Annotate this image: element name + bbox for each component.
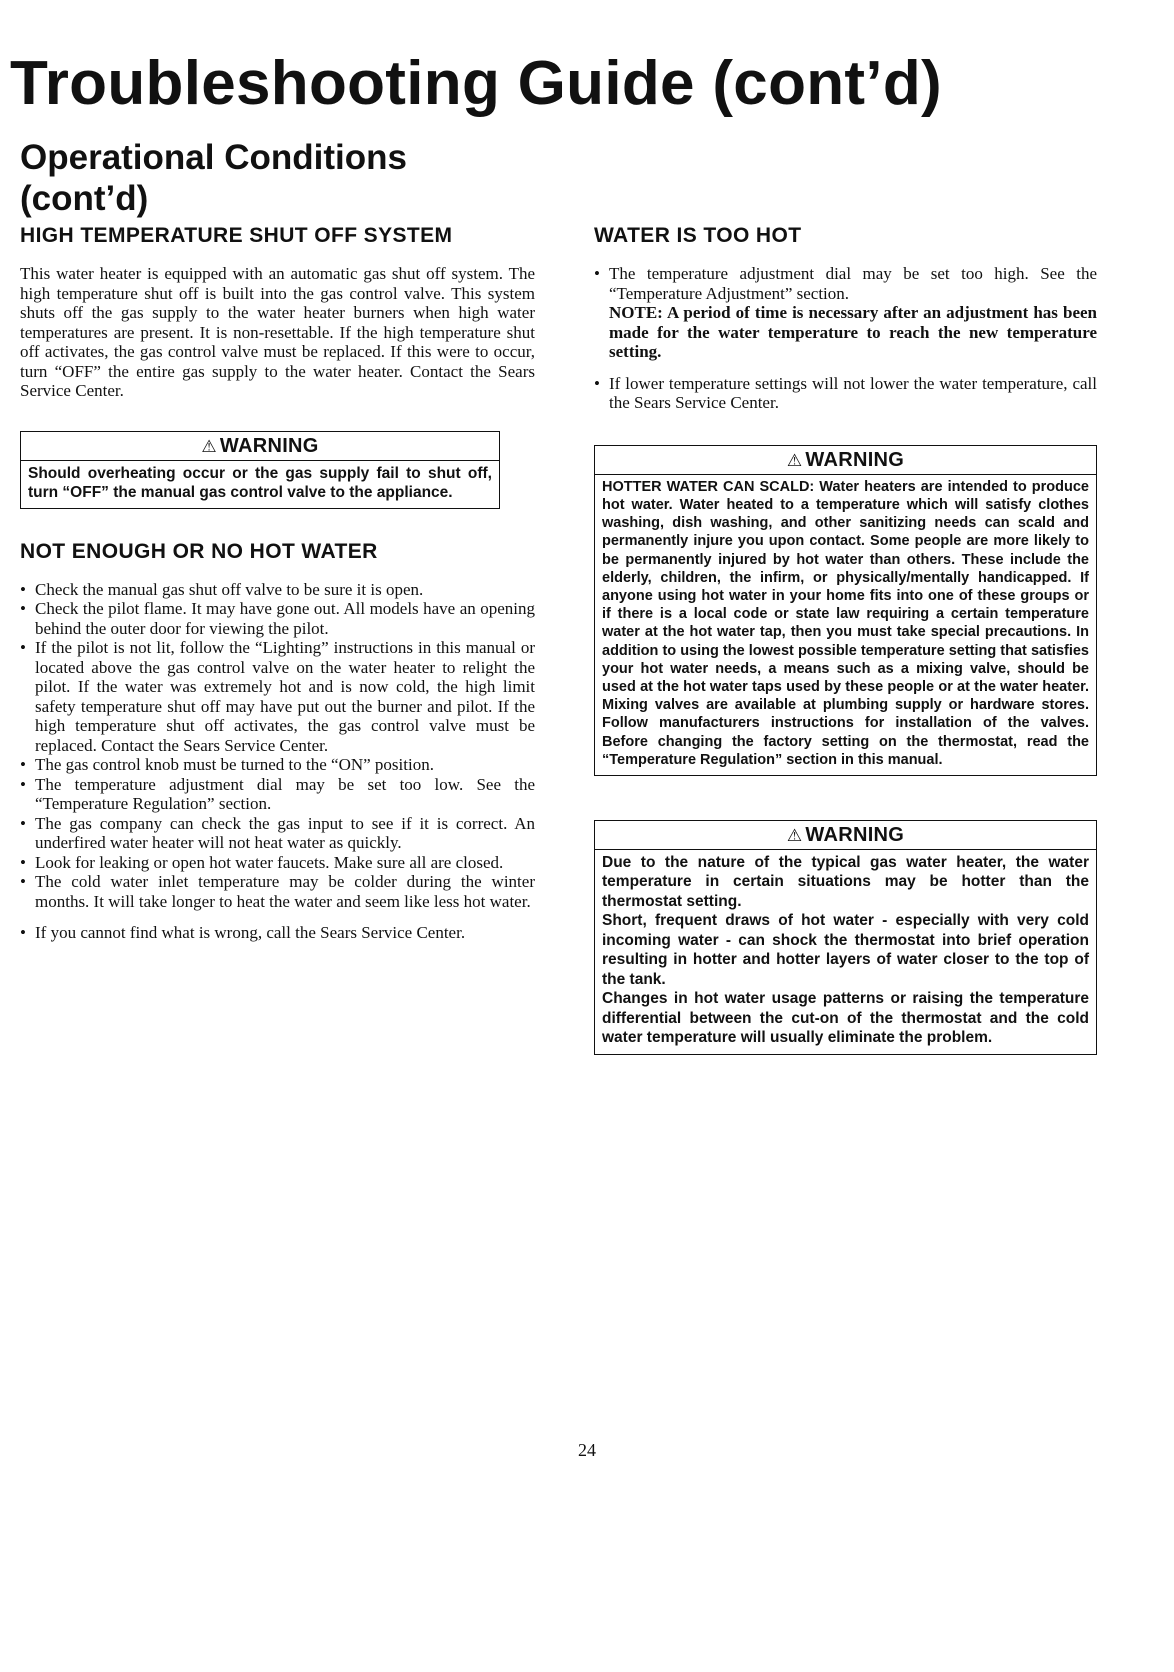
list-item: • If lower temperature settings will not lower the water temperature, call the Sears Service Center.	[594, 373, 1097, 413]
list-item: • Check the manual gas shut off valve to be sure it is open.	[20, 579, 424, 599]
warning-paragraph: Changes in hot water usage patterns or raising the temperature differential between the cut-on of the thermostat and the cold water temperature will usually eliminate the problem.	[602, 990, 1089, 1047]
list-item: • The temperature adjustment dial may be set too low. See the “Temperature Regulation” section.	[20, 774, 535, 814]
note-text: NOTE: A period of time is necessary after an adjustment has been made for the water temperature to reach the new temperature setting.	[609, 303, 1097, 362]
page-title: Troubleshooting Guide (cont’d)	[10, 49, 943, 118]
page-number: 24	[578, 1440, 596, 1460]
warning-triangle-icon: ⚠	[201, 436, 217, 456]
list-item: • The temperature adjustment dial may be set too high. See the “Temperature Adjustment” section. NOTE: A period of time is necessary after an adjustment has been made for the water temperature to reach the new temperature setting.	[594, 264, 1097, 362]
left-column	[20, 223, 535, 943]
right-column	[594, 223, 1097, 1055]
warning-body	[595, 475, 1096, 775]
warning-box-thermostat	[594, 820, 1097, 1055]
list-item: • If the pilot is not lit, follow the “Lighting” instructions in this manual or located above the gas control valve on the water heater to relight the pilot. If the water was extremely hot and is now cold, the high limit safety temperature shut off may have put out the burner and pilot. If the high temperature shut off activates, the gas control valve must be replaced. Contact the Sears Service Center.	[20, 638, 535, 755]
warning-body	[595, 850, 1096, 1054]
not-enough-section	[20, 539, 535, 943]
warning-triangle-icon: ⚠	[786, 825, 803, 845]
page-subtitle: Operational Conditions (cont’d)	[20, 138, 407, 218]
high-temp-heading: HIGH TEMPERATURE SHUT OFF SYSTEM	[20, 224, 453, 247]
list-item: • The gas company can check the gas input to see if it is correct. An underfired water heater will not heat water as quickly.	[20, 813, 535, 853]
list-item: • The gas control knob must be turned to the “ON” position.	[20, 755, 434, 775]
warning-header	[595, 821, 1096, 850]
not-enough-list	[20, 580, 535, 943]
too-hot-section	[594, 223, 1097, 413]
warning-body	[21, 461, 499, 508]
warning-text: Should overheating occur or the gas supply fail to shut off, turn “OFF” the manual gas control valve to the appliance.	[28, 464, 492, 501]
too-hot-list	[594, 264, 1097, 413]
warning-label: WARNING	[805, 448, 905, 471]
warning-paragraph: Short, frequent draws of hot water - especially with very cold incoming water - can shock the thermostat into brief operation resulting in hotter and hotter layers of water closer to the top of the tank.	[602, 912, 1089, 988]
list-item: • Check the pilot flame. It may have gone out. All models have an opening behind the outer door for viewing the pilot.	[20, 599, 535, 638]
list-item: • The cold water inlet temperature may be colder during the winter months. It will take longer to heat the water and seem like less hot water.	[20, 872, 535, 911]
list-item: • If you cannot find what is wrong, call the Sears Service Center.	[20, 923, 466, 943]
warning-paragraph: Due to the nature of the typical gas water heater, the water temperature in certain situations may be hotter than the thermostat setting.	[602, 853, 1089, 910]
high-temp-section	[20, 223, 535, 401]
warning-label: WARNING	[805, 823, 905, 846]
warning-header	[595, 446, 1096, 475]
warning-text: HOTTER WATER CAN SCALD: Water heaters are intended to produce hot water. Water heated to a temperature which will satisfy clothes washing, dish washing, and other sanitizing needs can scald and permanently injure you upon contact. Some people are more likely to be permanently injured by hot water than others. These include the elderly, children, the infirm, or physically/mentally handicapped. If anyone using hot water in your home fits into one of these groups or if there is a local code or state law requiring a certain temperature water at the hot water tap, then you must take special precautions. In addition to using the lowest possible temperature setting that satisfies your hot water needs, a means such as a mixing valve, should be used at the hot water taps used by these people or at the water heater. Mixing valves are available at plumbing supply or hardware stores. Follow manufacturers instructions for installation of the valves. Before changing the factory setting on the thermostat, read the “Temperature Regulation” section in this manual.	[602, 478, 1089, 768]
warning-box-scald	[594, 445, 1097, 776]
warning-triangle-icon: ⚠	[786, 450, 803, 470]
too-hot-heading: WATER IS TOO HOT	[594, 224, 802, 247]
warning-header	[21, 432, 499, 461]
high-temp-body: This water heater is equipped with an automatic gas shut off system. The high temperature shut off is built into the gas control valve. This system shuts off the gas supply to the water heater burners when high water temperatures are present. It is non-resettable. If the high temperature shut off activates, the gas control valve must be replaced. If this were to occur, turn “OFF” the entire gas supply to the water heater. Contact the Sears Service Center.	[20, 264, 535, 401]
warning-label: WARNING	[219, 434, 319, 457]
warning-box-overheating	[20, 431, 500, 509]
not-enough-heading: NOT ENOUGH OR NO HOT WATER	[20, 539, 378, 563]
list-item: • Look for leaking or open hot water faucets. Make sure all are closed.	[20, 852, 504, 872]
